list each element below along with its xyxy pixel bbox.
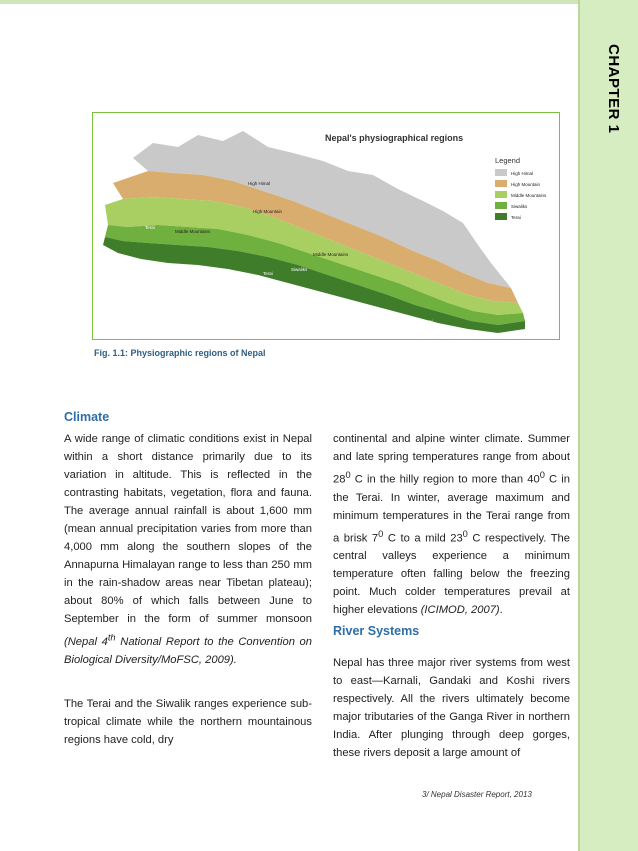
top-strip <box>0 0 578 4</box>
climate-paragraph-1 <box>64 430 312 669</box>
climate-paragraph-3 <box>333 430 570 619</box>
map-label-siwaliks: Siwaliks <box>291 267 308 272</box>
map-label-terai: Terai <box>423 319 433 324</box>
chapter-label: CHAPTER 1 <box>605 44 622 134</box>
map-label-terai: Terai <box>145 225 155 230</box>
climate-p1-citation-a: (Nepal 4 <box>64 635 108 648</box>
legend-swatch-siwaliks <box>495 202 507 209</box>
legend-title: Legend <box>495 156 521 165</box>
climate-p3-citation: (ICIMOD, 2007) <box>420 604 500 617</box>
legend-swatch-high-himal <box>495 169 507 176</box>
degree-sup: 0 <box>539 470 545 480</box>
figure-caption: Fig. 1.1: Physiographic regions of Nepal <box>94 348 266 358</box>
legend-label-middle-mountains: Middle Mountains <box>511 193 547 198</box>
legend-label-high-mountain: High Mountain <box>511 182 541 187</box>
climate-p3-text-b: C in the hilly region to more than 40 <box>350 473 540 486</box>
right-column <box>333 430 570 619</box>
climate-p3-text-d: C to a mild 23 <box>383 532 463 545</box>
legend-label-terai: Terai <box>511 215 521 220</box>
climate-p3-text-c: C in the Terai. In winter, average maximum and minimum temperatures in the Terai range from a brisk 7 <box>333 473 570 545</box>
degree-sup: 0 <box>345 470 351 480</box>
degree-sup: 0 <box>462 528 468 539</box>
map-label-terai: Terai <box>263 271 273 276</box>
map-label-middle-mountains: Middle Mountains <box>313 252 349 257</box>
map-title: Nepal's physiographical regions <box>325 133 464 143</box>
page-footer: 3/ Nepal Disaster Report, 2013 <box>422 790 532 799</box>
climate-heading: Climate <box>64 410 110 424</box>
climate-p1-text: A wide range of climatic conditions exist in Nepal within a short distance primarily due to its variation in altitude. This is reflected in the contrasting habitats, vegetation, flora and fauna. The average annual rainfall is about 1,600 mm (mean annual precipitation varies from more than 4,000 mm along the southern slopes of the Annapurna Himalayan range to less than 250 mm in the rain-shadow areas near Tibetan plateau); about 80% of which falls between June to September in the form of summer monsoon <box>64 433 312 625</box>
map-label-high-mountain: High Mountain <box>253 209 283 214</box>
legend-label-siwaliks: Siwaliks <box>511 204 528 209</box>
legend-swatch-middle-mountains <box>495 191 507 198</box>
climate-paragraph-2: The Terai and the Siwalik ranges experience sub-tropical climate while the northern mountainous regions have cold, dry <box>64 697 312 746</box>
climate-p1-citation-b: National Report to the Convention on Biological Diversity/MoFSC, 2009). <box>64 635 312 666</box>
climate-p3-end: . <box>499 604 503 617</box>
map-label-middle-mountains: Middle Mountains <box>175 229 211 234</box>
rivers-paragraph-1: Nepal has three major river systems from west to east—Karnali, Gandaki and Koshi rivers respectively. All the rivers ultimately become major tributaries of the Ganga River in northern India. After plunging through deep gorges, these rivers deposit a large amount of <box>333 657 570 759</box>
legend-swatch-terai <box>495 213 507 220</box>
river-systems-text <box>333 654 570 762</box>
climate-p1-citation-sup: th <box>107 632 116 642</box>
climate-p3-text-a: continental and alpine winter climate. Summer and late spring temperatures range from about 28 <box>333 433 570 486</box>
physiographic-map-figure <box>92 112 560 340</box>
nepal-map <box>93 113 559 339</box>
river-systems-heading: River Systems <box>333 624 420 638</box>
climate-p3-text-e: C respectively. The central valleys experience a minimum temperature often falling below the freezing point. Much colder temperatures prevail at higher elevations <box>333 532 571 617</box>
legend-swatch-high-mountain <box>495 180 507 187</box>
degree-sup: 0 <box>378 528 384 539</box>
left-column <box>64 430 312 749</box>
legend-label-high-himal: High Himal <box>511 171 534 176</box>
map-legend <box>495 156 547 220</box>
map-label-high-himal: High Himal <box>248 181 271 186</box>
